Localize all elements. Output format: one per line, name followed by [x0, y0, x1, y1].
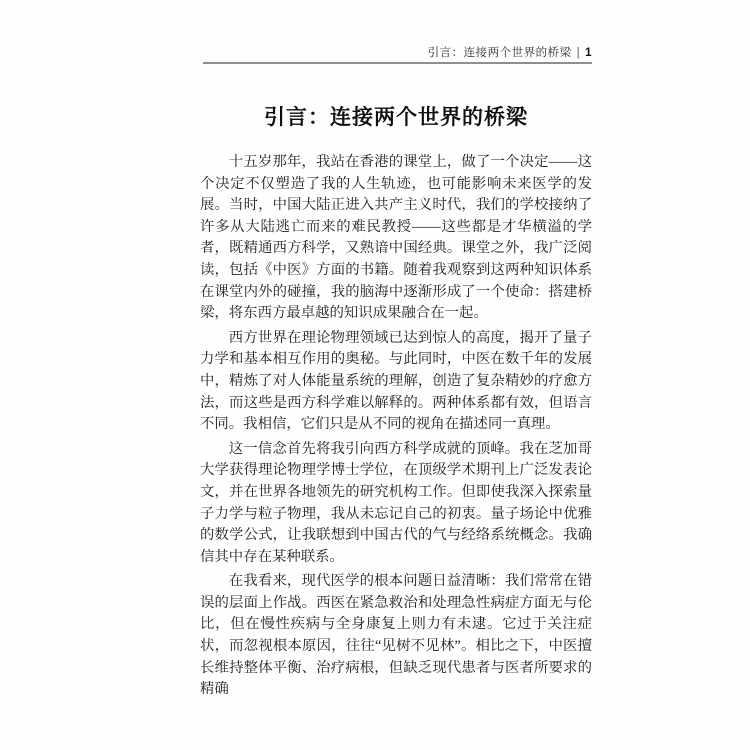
running-header-separator: |: [576, 47, 581, 59]
paragraph-4: 在我看来，现代医学的根本问题日益清晰：我们常常在错误的层面上作战。西医在紧急救治和处理急性病症方面无与伦比，但在慢性疾病与全身康复上则力有未逮。它过于关注症状，而忽视根本原因，往往“见树不见林”。相比之下，中医擅长维持整体平衡、治疗病根，但缺乏现代患者与医者所要求的精确: [200, 573, 592, 698]
running-header-title: 引言：连接两个世界的桥梁: [427, 47, 572, 59]
paragraph-1: 十五岁那年，我站在香港的课堂上，做了一个决定——这个决定不仅塑造了我的人生轨迹，也可能影响未来医学的发展。当时，中国大陆正进入共产主义时代，我们的学校接纳了许多从大陆逃亡而来的难民教授——这些都是才华横溢的学者，既精通西方科学，又熟谙中国经典。课堂之外，我广泛阅读，包括《中医》方面的书籍。随着我观察到这两种知识体系在课堂内外的碰撞，我的脑海中逐渐形成了一个使命：搭建桥梁，将东西方最卓越的知识成果融合在一起。: [200, 154, 592, 322]
chapter-title: 引言：连接两个世界的桥梁: [264, 106, 528, 129]
header-rule: [203, 62, 592, 64]
page-number: 1: [585, 47, 592, 59]
paragraph-3: 这一信念首先将我引向西方科学成就的顶峰。我在芝加哥大学获得理论物理学博士学位，在顶级学术期刊上广泛发表论文，并在世界各地领先的研究机构工作。但即使我深入探索量子力学与粒子物理，我从未忘记自己的初衷。量子场论中优雅的数学公式，让我联想到中国古代的气与经络系统概念。我确信其中存在某种联系。: [200, 440, 592, 565]
body-text: [200, 152, 592, 704]
running-header: [200, 44, 592, 60]
paragraph-2: 西方世界在理论物理领域已达到惊人的高度，揭开了量子力学和基本相互作用的奥秘。与此同时，中医在数千年的发展中，精炼了对人体能量系统的理解，创造了复杂精妙的疗愈方法，而这些是西方科学难以解释的。两种体系都有效，但语言不同。我相信，它们只是从不同的视角在描述同一真理。: [200, 329, 592, 433]
